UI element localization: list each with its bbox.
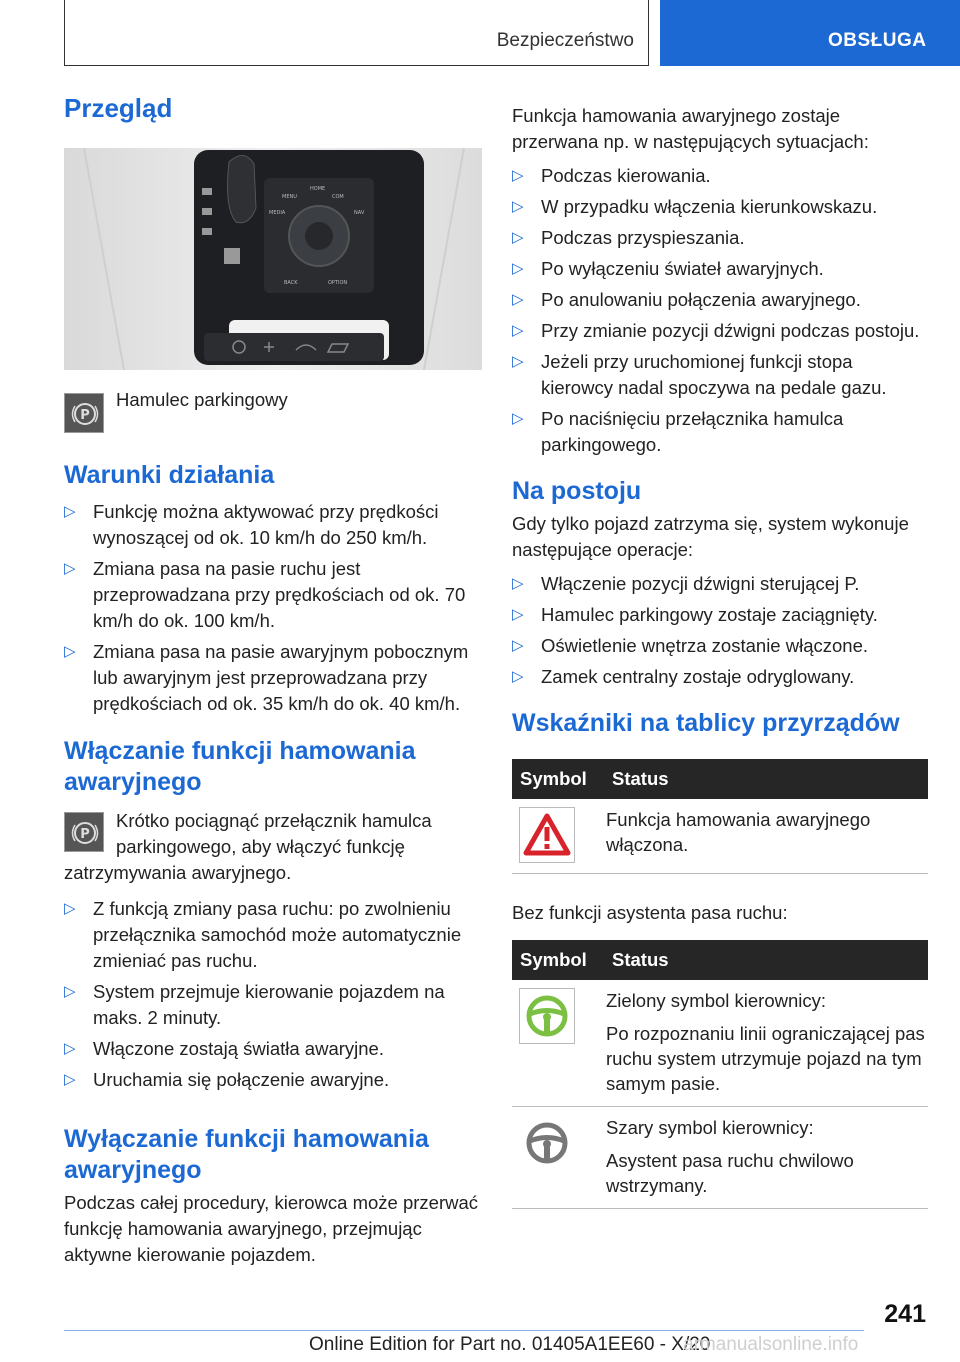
list-item: ▷ Zmiana pasa na pasie awaryjnym pobocznym lub awaryjnym jest przeprowadzana przy prędkościach od ok. 35 km/h do ok. 40 km/h. bbox=[64, 641, 469, 714]
console-label-back: BACK bbox=[284, 280, 298, 286]
status-text: Asystent pasa ruchu chwilowo wstrzymany. bbox=[606, 1150, 854, 1196]
list-item: ▷ Po wyłączeniu świateł awaryjnych. bbox=[512, 258, 824, 279]
heading-przeglad: Przegląd bbox=[64, 93, 173, 123]
parking-brake-icon bbox=[64, 393, 104, 433]
list-item: ▷ Zmiana pasa na pasie ruchu jest przeprowadzana przy prędkościach od ok. 70 km/h do ok. 100 km/h. bbox=[64, 558, 466, 631]
bez-asystenta-text: Bez funkcji asystenta pasa ruchu: bbox=[512, 902, 788, 923]
indicator-table-2 bbox=[512, 940, 928, 1209]
right-column bbox=[512, 103, 928, 1209]
list-item: ▷ Z funkcją zmiany pasa ruchu: po zwolnieniu przełącznika samochód może automatycznie zmieniać pas ruchu. bbox=[64, 898, 462, 971]
green-steering-wheel-icon bbox=[519, 988, 575, 1044]
parking-brake-caption: Hamulec parkingowy bbox=[116, 389, 288, 410]
wlaczanie-text: Krótko pociągnąć przełącznik hamulca parkingowego, aby włączyć funkcję zatrzymywania awaryjnego. bbox=[64, 810, 432, 883]
gray-steering-wheel-icon bbox=[519, 1115, 575, 1171]
list-item: ▷ Po naciśnięciu przełącznika hamulca parkingowego. bbox=[512, 408, 844, 455]
status-text: Funkcja hamowania awaryjnego włączona. bbox=[604, 799, 928, 874]
heading-wlaczanie: Włączanie funkcji hamowania awaryjnego bbox=[64, 737, 416, 796]
console-label-media: MEDIA bbox=[269, 210, 286, 216]
column-header-status: Status bbox=[604, 759, 928, 799]
table-row bbox=[512, 980, 928, 1107]
edition-text: Online Edition for Part no. 01405A1EE60 - X/20 bbox=[309, 1334, 711, 1355]
section-warunki bbox=[64, 460, 482, 722]
list-item: ▷ Funkcję można aktywować przy prędkości wynoszącej od ok. 10 km/h do 250 km/h. bbox=[64, 501, 439, 548]
column-header-symbol: Symbol bbox=[512, 940, 604, 980]
status-title: Zielony symbol kierownicy: bbox=[606, 990, 827, 1011]
header-chapter-label: OBSŁUGA bbox=[828, 30, 927, 51]
list-item: ▷ Uruchamia się połączenie awaryjne. bbox=[64, 1069, 390, 1090]
przerwanie-intro: Funkcja hamowania awaryjnego zostaje przerwana np. w następujących sytuacjach: bbox=[512, 105, 869, 152]
list-item: ▷ Włączone zostają światła awaryjne. bbox=[64, 1038, 384, 1059]
indicator-table-1 bbox=[512, 759, 928, 874]
table-row bbox=[512, 799, 928, 874]
list-item: ▷ Hamulec parkingowy zostaje zaciągnięty. bbox=[512, 604, 878, 625]
column-header-status: Status bbox=[604, 940, 928, 980]
page-number: 241 bbox=[884, 1300, 926, 1328]
list-item: ▷ Po anulowaniu połączenia awaryjnego. bbox=[512, 289, 861, 310]
list-item: ▷ W przypadku włączenia kierunkowskazu. bbox=[512, 196, 878, 217]
status-text: Po rozpoznaniu linii ograniczającej pas ruchu system utrzymuje pojazd na tym samym pasie. bbox=[606, 1023, 925, 1094]
list-item: ▷ Oświetlenie wnętrza zostanie włączone. bbox=[512, 635, 868, 656]
svg-text:P: P bbox=[80, 827, 90, 842]
list-item: ▷ Przy zmianie pozycji dźwigni podczas postoju. bbox=[512, 320, 920, 341]
parking-brake-icon bbox=[64, 812, 104, 852]
left-column bbox=[64, 92, 482, 124]
table-header-row bbox=[512, 940, 928, 980]
list-item: ▷ Włączenie pozycji dźwigni sterującej P. bbox=[512, 573, 860, 594]
console-label-option: OPTION bbox=[328, 280, 348, 286]
svg-text:P: P bbox=[80, 408, 90, 423]
section-wylaczanie bbox=[64, 1124, 482, 1268]
footer-divider bbox=[64, 1330, 864, 1331]
list-item: ▷ Zamek centralny zostaje odryglowany. bbox=[512, 666, 855, 687]
column-header-symbol: Symbol bbox=[512, 759, 604, 799]
section-wlaczanie bbox=[64, 736, 482, 1098]
wylaczanie-text: Podczas całej procedury, kierowca może przerwać funkcję hamowania awaryjnego, przejmując aktywne kierowanie pojazdem. bbox=[64, 1192, 479, 1265]
table-header-row bbox=[512, 759, 928, 799]
list-item: ▷ Podczas przyspieszania. bbox=[512, 227, 745, 248]
heading-wskazniki: Wskaźniki na tablicy przyrządów bbox=[512, 709, 900, 737]
list-item: ▷ Podczas kierowania. bbox=[512, 165, 711, 186]
header-section-title: Bezpieczeństwo bbox=[496, 30, 634, 51]
postoj-text: Gdy tylko pojazd zatrzyma się, system wykonuje następujące operacje: bbox=[512, 513, 909, 560]
console-label-home: HOME bbox=[310, 186, 326, 192]
console-label-nav: NAV bbox=[354, 210, 365, 216]
table-row bbox=[512, 1107, 928, 1209]
header-chapter-tab[interactable] bbox=[660, 0, 960, 66]
header-section-box bbox=[64, 0, 649, 66]
warning-triangle-icon bbox=[519, 807, 575, 863]
console-label-com: COM bbox=[332, 194, 344, 200]
heading-warunki: Warunki działania bbox=[64, 461, 275, 489]
heading-na-postoju: Na postoju bbox=[512, 477, 642, 505]
console-label-menu: MENU bbox=[282, 194, 297, 200]
watermark: armanualsonline.info bbox=[683, 1334, 859, 1355]
list-item: ▷ Jeżeli przy uruchomionej funkcji stopa kierowcy nadal spoczywa na pedale gazu. bbox=[512, 351, 887, 398]
status-title: Szary symbol kierownicy: bbox=[606, 1117, 814, 1138]
center-console-image bbox=[64, 148, 482, 370]
heading-wylaczanie: Wyłączanie funkcji hamowania awaryjnego bbox=[64, 1125, 429, 1184]
list-item: ▷ System przejmuje kierowanie pojazdem na maks. 2 minuty. bbox=[64, 981, 445, 1028]
console-photo bbox=[64, 148, 482, 370]
